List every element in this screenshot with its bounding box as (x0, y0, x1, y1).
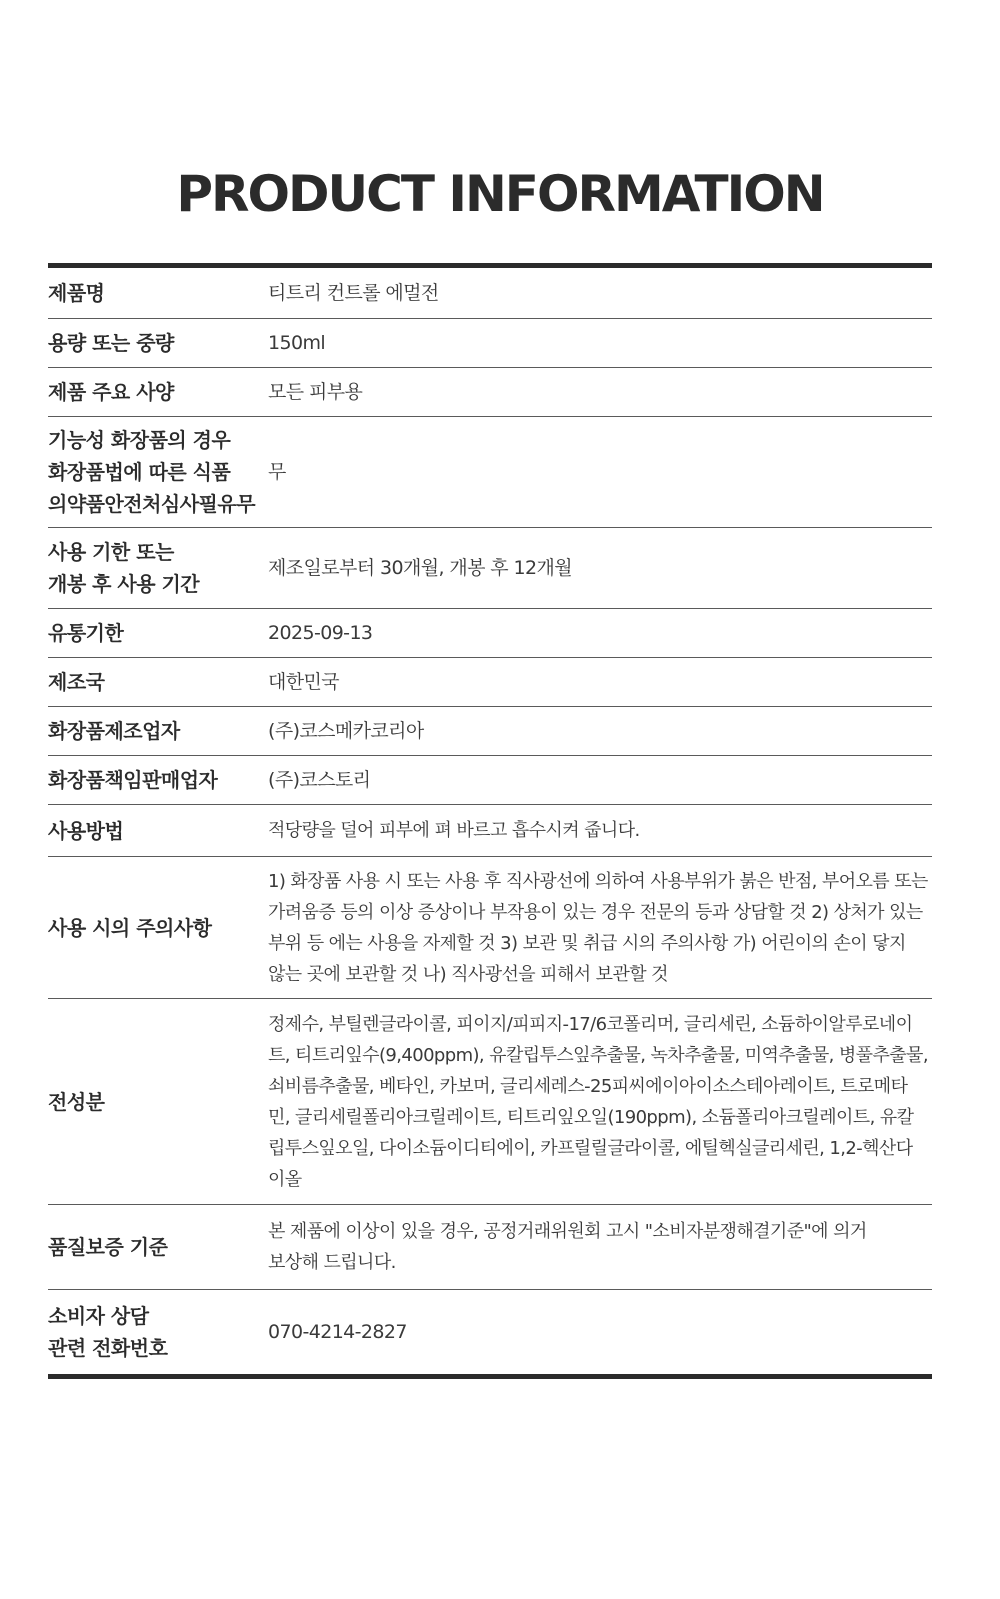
row-label: 화장품책임판매업자 (48, 768, 218, 792)
table-row-usage (48, 804, 932, 856)
row-value: 티트리 컨트롤 에멀전 (268, 281, 439, 304)
row-label: 사용 기한 또는 개봉 후 사용 기간 (48, 540, 200, 596)
product-info-table (48, 263, 932, 1379)
row-label: 기능성 화장품의 경우 화장품법에 따른 식품 의약품안전처심사필유무 (48, 428, 256, 516)
row-value: (주)코스메카코리아 (268, 719, 424, 742)
row-value: 1) 화장품 사용 시 또는 사용 후 직사광선에 의하여 사용부위가 붉은 반점, 부어오름 또는 가려움증 등의 이상 증상이나 부작용이 있는 경우 전문의 등과 상담할 것 2) 상처가 있는 부위 등 에는 사용을 자제할 것 3) 보관 및 취급 시의 주의사항 가) 어린이의 손이 닿지 않는 곳에 보관할 것 나) 직사광선을 피해서 보관할 것 (268, 870, 928, 985)
row-label: 용량 또는 중량 (48, 331, 174, 355)
row-label: 품질보증 기준 (48, 1235, 168, 1259)
row-value: 제조일로부터 30개월, 개봉 후 12개월 (268, 556, 572, 579)
table-row-expiry-period (48, 527, 932, 608)
table-row-functional-review (48, 416, 932, 527)
table-row-precautions (48, 856, 932, 998)
table-row-distributor (48, 755, 932, 804)
row-value: (주)코스토리 (268, 768, 371, 791)
table-row-quality-guarantee (48, 1204, 932, 1289)
table-row-specification (48, 367, 932, 416)
row-value: 150ml (268, 331, 326, 354)
row-label: 사용방법 (48, 818, 124, 843)
row-label: 화장품제조업자 (48, 719, 180, 743)
row-label: 제조국 (48, 670, 105, 694)
row-label: 유통기한 (48, 621, 124, 645)
row-value: 대한민국 (268, 670, 340, 693)
row-label: 소비자 상담 관련 전화번호 (48, 1304, 168, 1360)
row-value: 2025-09-13 (268, 621, 373, 644)
table-row-country (48, 657, 932, 706)
table-row-expiry-date (48, 608, 932, 657)
row-label: 사용 시의 주의사항 (48, 915, 212, 940)
row-label: 전성분 (48, 1089, 105, 1114)
page-title: PRODUCT INFORMATION (176, 165, 824, 223)
table-row-manufacturer (48, 706, 932, 755)
row-value: 정제수, 부틸렌글라이콜, 피이지/피피지-17/6코폴리머, 글리세린, 소듐하이알루로네이 트, 티트리잎수(9,400ppm), 유칼립투스잎추출물, 녹차추출물, 미역추출물, 병풀추출물, 쇠비름추출물, 베타인, 카보머, 글리세레스-25피씨에이아이소스테아레이트, 트로메타 민, 글리세릴폴리아크릴레이트, 티트리잎오일(190ppm), 소듐폴리아크릴레이트, 유칼 립투스잎오일, 다이소듐이디티에이, 카프릴릴글라이콜, 에틸헥실글리세린, 1,2-헥산다 이올 (268, 1013, 928, 1190)
row-value: 070-4214-2827 (268, 1320, 407, 1343)
row-value: 본 제품에 이상이 있을 경우, 공정거래위원회 고시 "소비자분쟁해결기준"에 의거 보상해 드립니다. (268, 1221, 867, 1273)
row-value: 적당량을 덜어 피부에 펴 바르고 흡수시켜 줍니다. (268, 820, 640, 841)
table-row-consumer-phone (48, 1289, 932, 1374)
table-row-product-name (48, 268, 932, 318)
row-value: 무 (268, 460, 286, 483)
row-label: 제품 주요 사양 (48, 380, 174, 404)
row-label: 제품명 (48, 281, 105, 305)
table-row-ingredients (48, 998, 932, 1204)
row-value: 모든 피부용 (268, 380, 363, 403)
table-row-volume (48, 318, 932, 367)
